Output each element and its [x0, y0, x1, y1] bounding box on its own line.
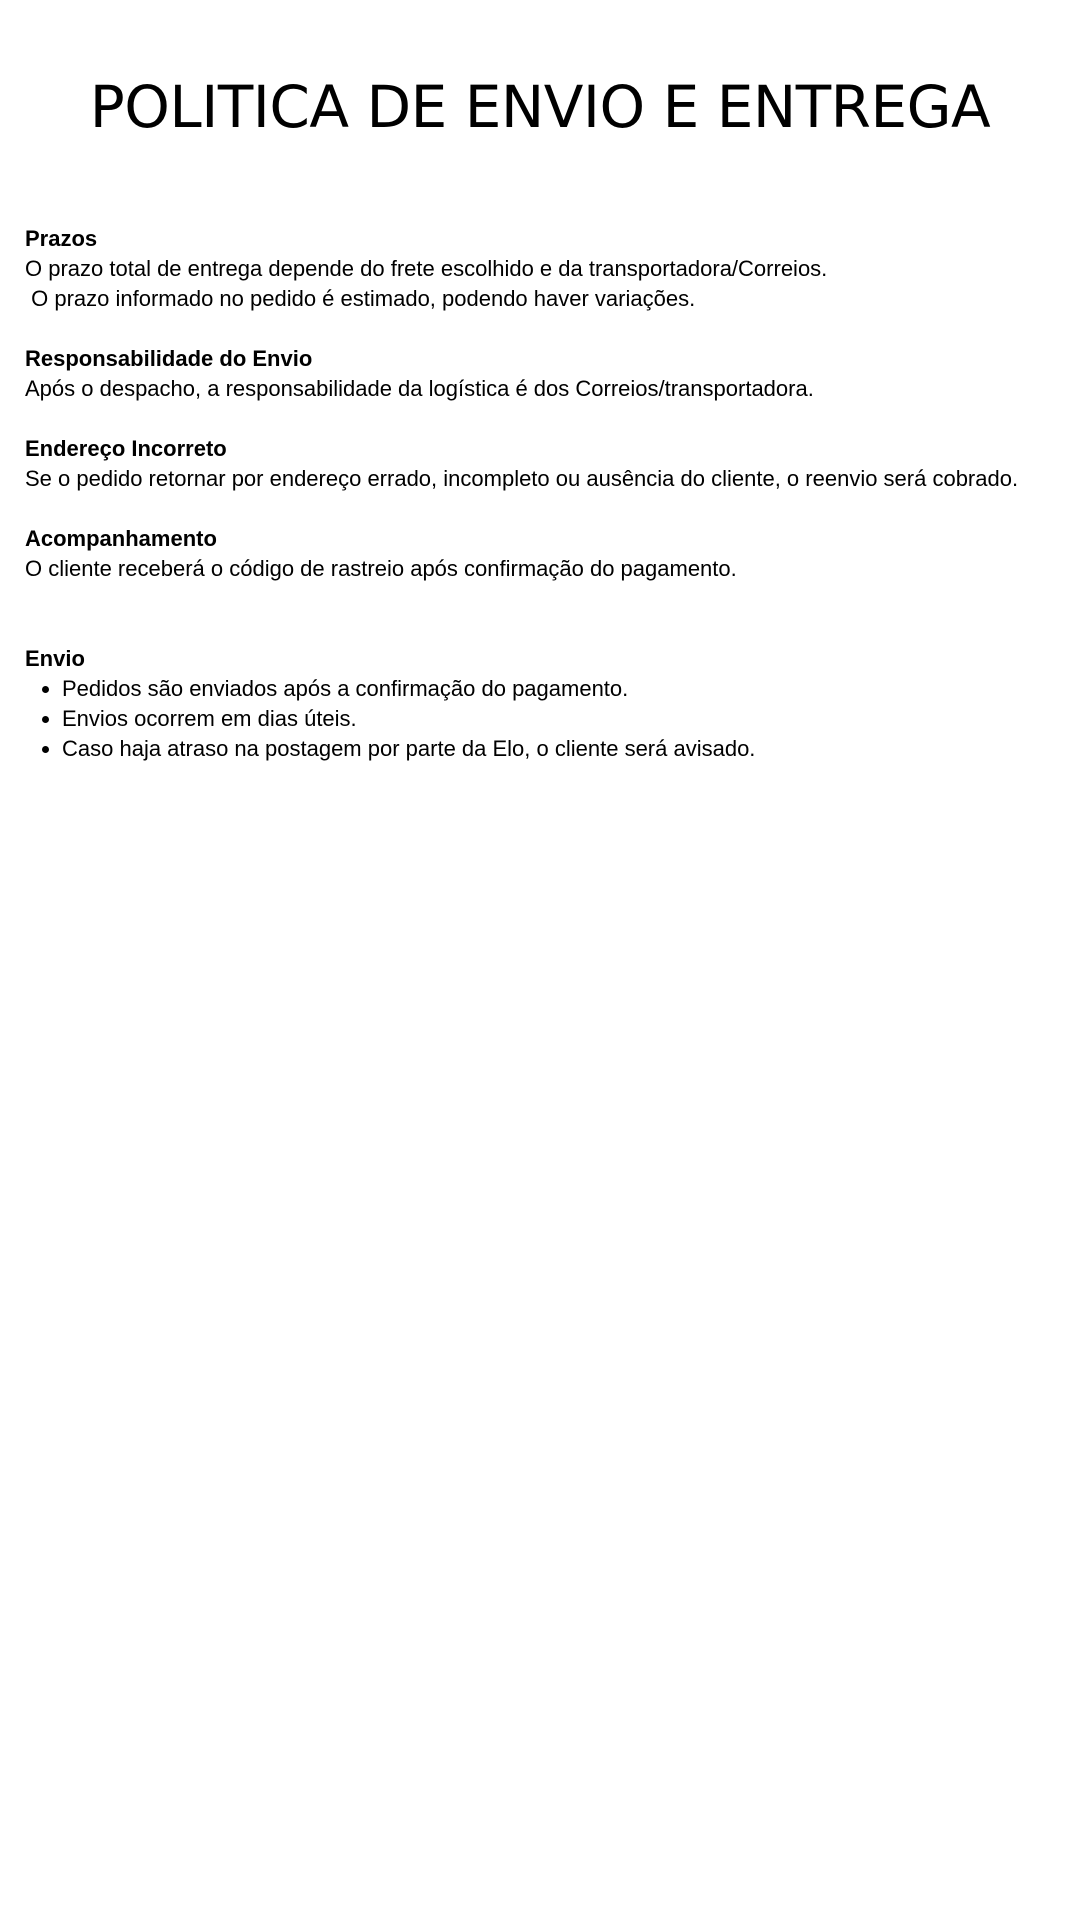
section-envio: [25, 644, 1055, 764]
section-text-prazos: [25, 254, 1055, 314]
section-acompanhamento: [25, 524, 1055, 584]
section-text-endereco: Se o pedido retornar por endereço errado, incompleto ou ausência do cliente, o reenvio será cobrado.: [25, 466, 1019, 491]
section-responsabilidade: [25, 344, 1055, 404]
section-heading-acompanhamento: Acompanhamento: [25, 526, 217, 551]
page-title: POLITICA DE ENVIO E ENTREGA: [89, 73, 991, 141]
section-prazos: [25, 224, 1055, 314]
section-text-acompanhamento: O cliente receberá o código de rastreio após confirmação do pagamento.: [25, 556, 737, 581]
section-heading-endereco: Endereço Incorreto: [25, 436, 227, 461]
prazos-line-1: O prazo total de entrega depende do frete escolhido e da transportadora/Correios.: [25, 256, 828, 281]
section-endereco: [25, 434, 1055, 494]
section-heading-envio: Envio: [25, 646, 85, 671]
list-item: • Pedidos são enviados após a confirmação do pagamento.: [62, 674, 1055, 704]
list-item: • Caso haja atraso na postagem por parte da Elo, o cliente será avisado.: [62, 734, 1055, 764]
envio-bullet-list: [25, 674, 1055, 764]
list-item: • Envios ocorrem em dias úteis.: [62, 704, 1055, 734]
section-heading-responsabilidade: Responsabilidade do Envio: [25, 346, 313, 371]
section-heading-prazos: Prazos: [25, 226, 98, 251]
section-text-responsabilidade: Após o despacho, a responsabilidade da logística é dos Correios/transportadora.: [25, 376, 814, 401]
policy-content: [25, 224, 1055, 764]
prazos-line-2: O prazo informado no pedido é estimado, podendo haver variações.: [25, 286, 696, 311]
